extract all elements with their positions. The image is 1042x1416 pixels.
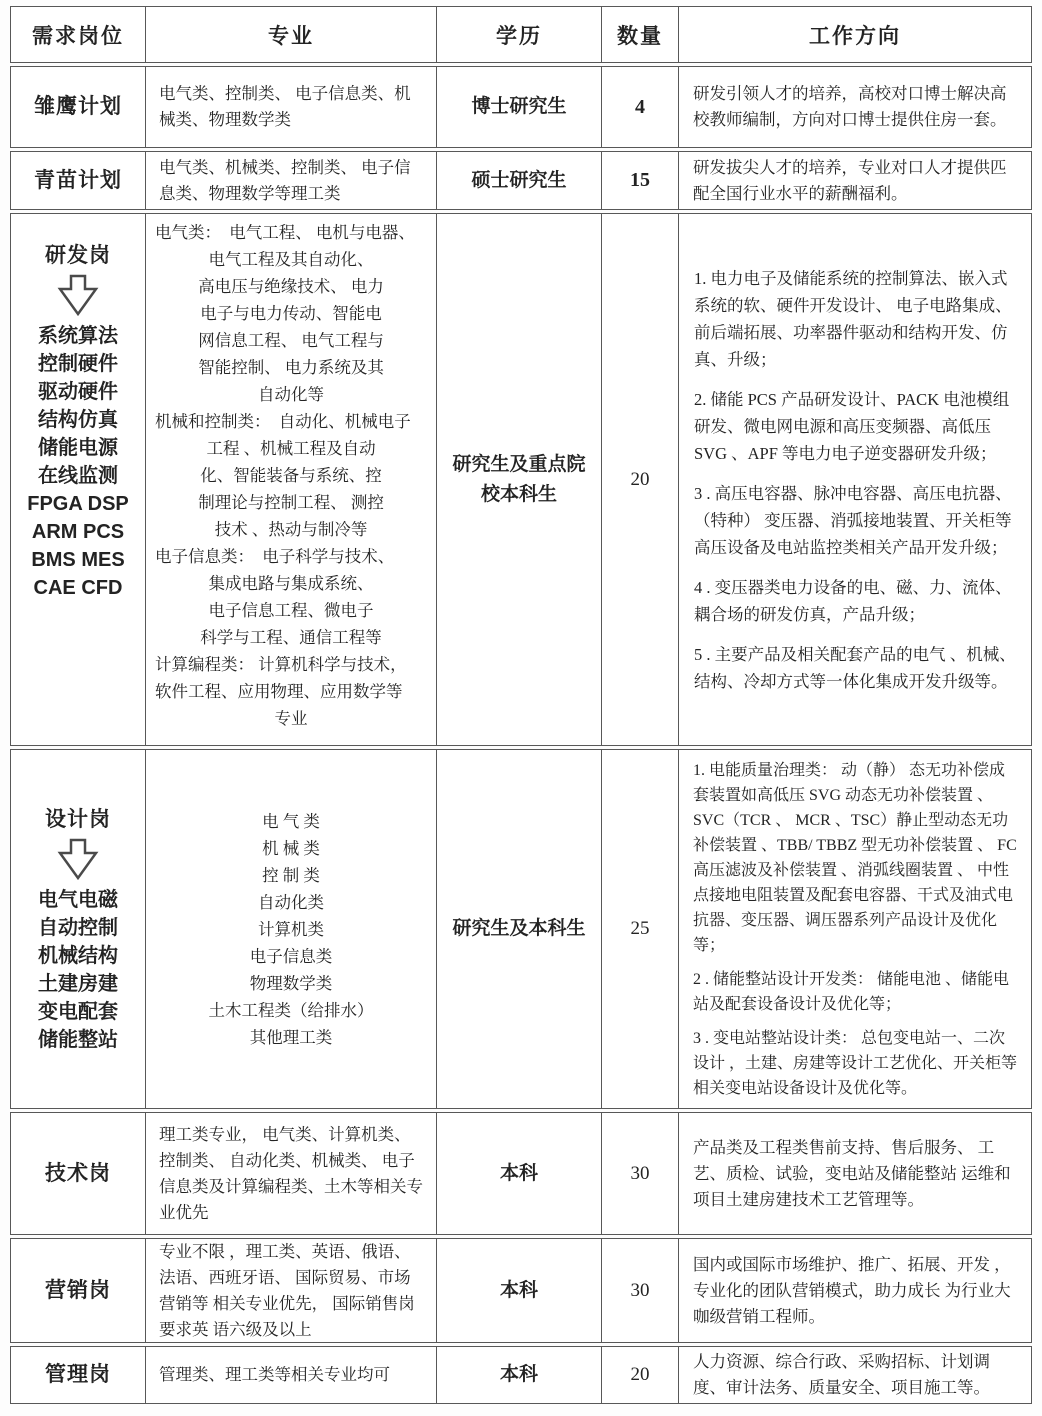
position-tag: 土建房建 [38, 973, 118, 995]
major-line: 制理论与控制工程、 测控 [198, 493, 384, 512]
down-arrow-icon [11, 838, 145, 880]
major-cell [146, 214, 437, 745]
quantity-value: 4 [635, 95, 645, 118]
position-cell [11, 67, 146, 147]
education-cell [437, 750, 602, 1108]
major-line: 电 气 类 [262, 811, 320, 831]
major-line: 电气类： 电气工程、 电机与电器、 [155, 223, 415, 242]
direction-paragraph: 3 . 高压电容器、脉冲电容器、高压电抗器、 （特种） 变压器、消弧接地装置、开关柜等高压设备及电站监控类相关产品开发升级； [694, 483, 1012, 557]
major-line: 高电压与绝缘技术、 电力 [198, 277, 384, 296]
major-line: 电子信息工程、微电子 [208, 601, 374, 620]
major-line: 计算机类 [258, 919, 324, 939]
education-text: 本科 [499, 1162, 538, 1184]
education-text: 研究生及本科生 [452, 918, 586, 939]
major-line: 土木工程类（给排水） [208, 1000, 374, 1020]
quantity-cell [602, 67, 679, 147]
major-text: 电气类、控制类、 电子信息类、机械类、物理数学类 [159, 84, 411, 129]
position-tag: 结构仿真 [38, 409, 118, 431]
direction-paragraph: 3 . 变电站整站设计类： 总包变电站一、二次设计 ，土建、房建等设计工艺优化、开关柜等相关变电站设备设计及优化等。 [693, 1029, 1018, 1097]
position-cell [11, 214, 146, 745]
education-cell [437, 152, 602, 209]
major-line: 科学与工程、通信工程等 [200, 628, 382, 647]
major-line: 电气工程及其自动化、 [208, 250, 374, 269]
education-cell [437, 1347, 602, 1403]
row-chuying-plan [10, 66, 1032, 148]
position-tag: 储能电源 [38, 437, 118, 459]
education-cell [437, 1239, 602, 1342]
quantity-cell [602, 152, 679, 209]
direction-paragraph: 1. 电力电子及储能系统的控制算法、嵌入式系统的软、硬件开发设计、 电子电路集成、前后端拓展、功率器件驱动和结构开发、仿真、升级； [694, 268, 1012, 369]
direction-paragraph-list [679, 261, 1031, 699]
quantity-value: 25 [630, 918, 650, 939]
direction-text: 研发引领人才的培养，高校对口博士解决高校教师编制，方向对口博士提供住房一套。 [693, 84, 1007, 129]
row-sheji-gang [10, 749, 1032, 1109]
direction-cell [679, 1239, 1031, 1342]
down-arrow-icon [11, 274, 145, 316]
major-line: 工程 、机械工程及自动 [206, 439, 376, 458]
direction-text: 产品类及工程类售前支持、售后服务、 工艺、质检、试验，变电站及储能整站 运维和项目土建房建技术工艺管理等。 [693, 1137, 1011, 1209]
row-guanli-gang [10, 1346, 1032, 1404]
education-text: 研究生及重点院校本科生 [452, 453, 586, 505]
major-line: 控 制 类 [262, 865, 320, 885]
major-cell [146, 750, 437, 1108]
position-cell [11, 1347, 146, 1403]
position-tag: BMS MES [31, 549, 125, 571]
direction-paragraph: 2. 储能 PCS 产品研发设计、PACK 电池模组研发、微电网电源和高压变频器、高低压 SVG 、APF 等电力电子逆变器研发升级； [694, 389, 1010, 463]
major-cell [146, 1347, 437, 1403]
major-line: 机械和控制类： 自动化、机械电子 [155, 412, 411, 431]
position-tag: 储能整站 [38, 1029, 118, 1051]
direction-cell [679, 1113, 1031, 1234]
header-direction: 工作方向 [809, 24, 901, 48]
position-tag-list [11, 322, 145, 602]
major-line-list [146, 808, 436, 1051]
major-line-list [146, 219, 436, 732]
direction-cell [679, 67, 1031, 147]
major-line: 智能控制、 电力系统及其 [198, 358, 384, 377]
table-header-row [10, 6, 1032, 63]
position-tag-list [11, 886, 145, 1054]
major-line: 专业 [274, 709, 308, 728]
direction-cell [679, 214, 1031, 745]
quantity-value: 30 [630, 1162, 650, 1184]
header-quantity: 数量 [602, 7, 679, 62]
row-qingmiao-plan [10, 151, 1032, 210]
position-title: 设计岗 [45, 808, 111, 831]
direction-paragraph: 5 . 主要产品及相关配套产品的电气 、机械、结构、冷却方式等一体化集成开发升级等。 [694, 644, 1016, 691]
major-line: 电子信息类 [249, 946, 333, 966]
position-cell [11, 152, 146, 209]
education-text: 硕士研究生 [471, 169, 567, 191]
quantity-cell [602, 214, 679, 745]
major-line: 软件工程、应用物理、应用数学等 [155, 682, 403, 701]
direction-paragraph: 4 . 变压器类电力设备的电、磁、力、流体、耦合场的研发仿真，产品升级； [694, 577, 1012, 624]
direction-cell [679, 152, 1031, 209]
major-text: 电气类、机械类、控制类、 电子信息类、物理数学等理工类 [159, 157, 411, 203]
major-line: 技术 、热动与制冷等 [214, 520, 368, 539]
major-line: 自动化等 [258, 385, 324, 404]
major-cell [146, 152, 437, 209]
direction-text: 国内或国际市场维护、推广、拓展、开发 ， 专业化的团队营销模式，助力成长 为行业大咖级营销工程师。 [693, 1254, 1011, 1326]
position-cell [11, 1239, 146, 1342]
direction-paragraph-list [679, 756, 1031, 1103]
position-tag: 电气电磁 [38, 889, 118, 911]
direction-cell [679, 750, 1031, 1108]
major-line: 其他理工类 [249, 1027, 333, 1047]
quantity-value: 15 [630, 169, 650, 191]
position-cell [11, 1113, 146, 1234]
position-tag: CAE CFD [33, 577, 123, 599]
major-text: 管理类、理工类等相关专业均可 [159, 1365, 390, 1384]
major-line: 计算编程类： 计算机科学与技术， [155, 655, 407, 674]
row-yanfa-gang [10, 213, 1032, 746]
major-line: 网信息工程、 电气工程与 [198, 331, 384, 350]
position-title: 青苗计划 [34, 168, 122, 192]
education-cell [437, 67, 602, 147]
direction-paragraph: 2 . 储能整站设计开发类： 储能电池 、储能电站及配套设备设计及优化等； [693, 970, 1010, 1013]
major-line: 自动化类 [258, 892, 324, 912]
major-line: 集成电路与集成系统、 [208, 574, 374, 593]
direction-paragraph: 1. 电能质量治理类： 动（静） 态无功补偿成套装置如高低压 SVG 动态无功补偿装置 、SVC（TCR 、 MCR 、TSC）静止型动态无功补偿装置 、TBB/ TBBZ 型无功补偿装置 、 FC 高压滤波及补偿装置 、消弧线圈装置 、 中性点接地电阻装置及配套电容器、干式及油式电抗器、变压器、调压器系列产品设计及优化等； [693, 761, 1017, 954]
header-position: 需求岗位 [11, 7, 146, 62]
position-tag: 变电配套 [38, 1001, 118, 1023]
education-text: 本科 [499, 1279, 538, 1301]
major-text: 理工类专业， 电气类、计算机类、控制类、 自动化类、机械类、 电子信息类及计算编程类、土木等相关专业优先 [159, 1124, 423, 1222]
quantity-cell [602, 1347, 679, 1403]
position-title: 雏鹰计划 [34, 95, 122, 118]
education-cell [437, 1113, 602, 1234]
quantity-cell [602, 1239, 679, 1342]
major-text: 专业不限 ，理工类、英语、俄语、法语、西班牙语、 国际贸易、市场营销等 相关专业优先， 国际销售岗要求英 语六级及以上 [159, 1241, 415, 1339]
direction-text: 研发拔尖人才的培养，专业对口人才提供匹配全国行业水平的薪酬福利。 [693, 157, 1007, 203]
major-cell [146, 67, 437, 147]
education-text: 本科 [499, 1364, 538, 1385]
quantity-cell [602, 1113, 679, 1234]
education-cell [437, 214, 602, 745]
quantity-cell [602, 750, 679, 1108]
position-tag: 控制硬件 [38, 353, 118, 375]
quantity-value: 20 [630, 1364, 650, 1385]
position-title: 技术岗 [45, 1161, 111, 1185]
major-cell [146, 1113, 437, 1234]
position-tag: 驱动硬件 [38, 381, 118, 403]
major-line: 机 械 类 [262, 838, 320, 858]
education-text: 博士研究生 [471, 96, 567, 117]
position-tag: FPGA DSP [27, 493, 129, 515]
row-jishu-gang [10, 1112, 1032, 1235]
major-line: 电子信息类： 电子科学与技术、 [155, 547, 395, 566]
position-tag: 系统算法 [38, 325, 118, 347]
major-line: 物理数学类 [249, 973, 333, 993]
header-education: 学历 [437, 7, 602, 62]
header-major: 专业 [146, 7, 437, 62]
major-line: 电子与电力传动、智能电 [200, 304, 382, 323]
position-tag: 机械结构 [38, 945, 118, 967]
direction-text: 人力资源、综合行政、采购招标、计划调度、审计法务、质量安全、项目施工等。 [693, 1352, 990, 1397]
position-tag: 在线监测 [38, 465, 118, 487]
quantity-value: 30 [630, 1279, 650, 1301]
position-title: 管理岗 [45, 1363, 111, 1386]
position-title: 营销岗 [45, 1278, 111, 1302]
position-cell [11, 750, 146, 1108]
quantity-value: 20 [630, 468, 650, 490]
position-tag: 自动控制 [38, 917, 118, 939]
position-tag: ARM PCS [31, 521, 125, 543]
position-title: 研发岗 [45, 244, 111, 267]
direction-cell [679, 1347, 1031, 1403]
major-line: 化、智能装备与系统、控 [200, 466, 382, 485]
major-cell [146, 1239, 437, 1342]
row-yingxiao-gang [10, 1238, 1032, 1343]
